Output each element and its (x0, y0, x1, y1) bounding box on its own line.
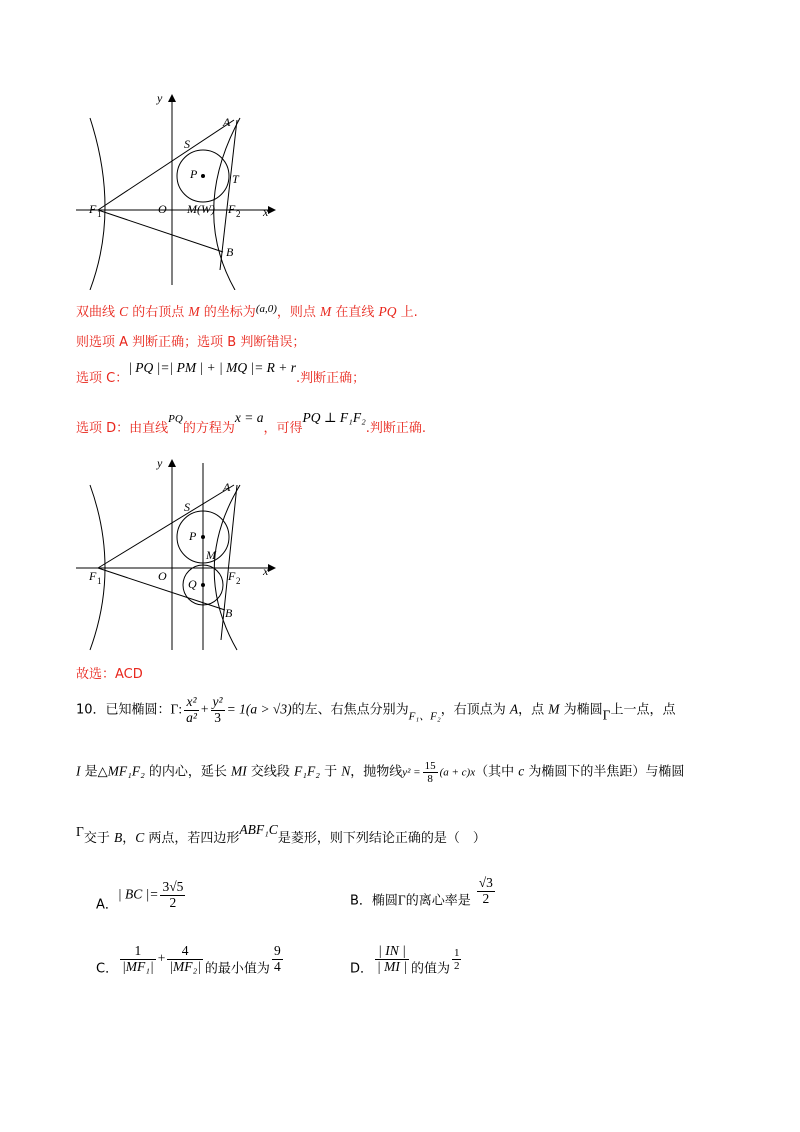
x-axis-arrow (268, 206, 276, 214)
label-O: O (158, 202, 167, 216)
label-x: x (263, 205, 269, 219)
label-Q: Q (188, 577, 197, 591)
solution-line-4: 选项 D：由直线PQ的方程为x = a，可得PQ ⊥ F₁F₂.判断正确. (76, 410, 427, 436)
y-axis-arrow (168, 459, 176, 467)
label-M: M (206, 548, 216, 562)
label-y: y (157, 91, 163, 105)
label-x: x (263, 564, 269, 578)
label-F2-sub: 2 (236, 209, 241, 219)
figure-2 (70, 455, 290, 655)
label-O: O (158, 569, 167, 583)
label-F1-sub: 1 (97, 209, 102, 219)
label-B: B (225, 606, 233, 620)
label-A: A (223, 115, 231, 129)
label-T: T (232, 172, 239, 186)
option-a[interactable]: A．| BC |= $\frac{3√5}{2}$ (96, 879, 184, 913)
figure-2-svg (70, 455, 290, 655)
x-axis-arrow (268, 564, 276, 572)
line-F1B (98, 210, 223, 252)
label-M: M(W) (187, 202, 215, 216)
option-c[interactable]: C． $\frac{1}{\text{|MF₁|}}$ + $\frac{4}{\text{|MF₂|}}$ 的最小值为 $\frac{9}{4}$ (96, 943, 281, 977)
hyperbola-right (214, 118, 240, 290)
line-F1A (98, 120, 234, 210)
label-P: P (189, 529, 197, 543)
label-F2-sub: 2 (236, 576, 241, 586)
label-F1-sub: 1 (97, 576, 102, 586)
label-y: y (157, 456, 163, 470)
figure-1-svg (70, 90, 290, 290)
label-F2: F (228, 569, 236, 583)
answer-line: 故选：ACD (76, 667, 143, 682)
point-P (201, 174, 205, 178)
option-b[interactable]: B．椭圆Γ的离心率是 $\frac{√3}{2}$ (350, 875, 493, 909)
point-P (201, 535, 205, 539)
solution-line-2: 则选项 A 判断正确；选项 B 判断错误； (76, 335, 306, 350)
label-S: S (184, 137, 190, 151)
figure-1 (70, 90, 290, 290)
q10-line-1: 10．已知椭圆：Γ: $\frac{\text{x²}}{\text{a²}}$ + $\frac{\text{y²}}{3}$ = 1(a > √3)的左、右焦点分别为$_{F_1、F_2}$，右顶点为 A，点 M 为椭圆Γ上一点，点 (76, 694, 676, 725)
option-d[interactable]: D． $\frac{| IN |}{| MI |}$ 的值为 $\frac{1}{2}$ (350, 943, 460, 977)
q10-line-3: Γ交于 B，C 两点，若四边形ABF₁C是菱形，则下列结论正确的是（ ） (76, 822, 486, 846)
label-S: S (184, 500, 190, 514)
q10-line-2: I 是△MF₁F₂ 的内心，延长 MI 交线段 F₁F₂ 于 N，抛物线y² = $\frac{15}{8}$ (a + c)x（其中 c 为椭圆下的半焦距）与椭圆 (76, 760, 685, 786)
solution-line-1: 双曲线 C 的右顶点 M 的坐标为$^{(a,0)}$，则点 M 在直线 PQ 上. (76, 303, 418, 320)
y-axis-arrow (168, 94, 176, 102)
label-A: A (223, 480, 231, 494)
label-F1: F (89, 202, 97, 216)
label-P: P (190, 167, 198, 181)
label-F1: F (89, 569, 97, 583)
label-B: B (226, 245, 234, 259)
solution-line-3: 选项 C：| PQ |=| PM | + | MQ |= R + r.判断正确； (76, 360, 366, 386)
point-Q (201, 583, 205, 587)
label-F2: F (228, 202, 236, 216)
